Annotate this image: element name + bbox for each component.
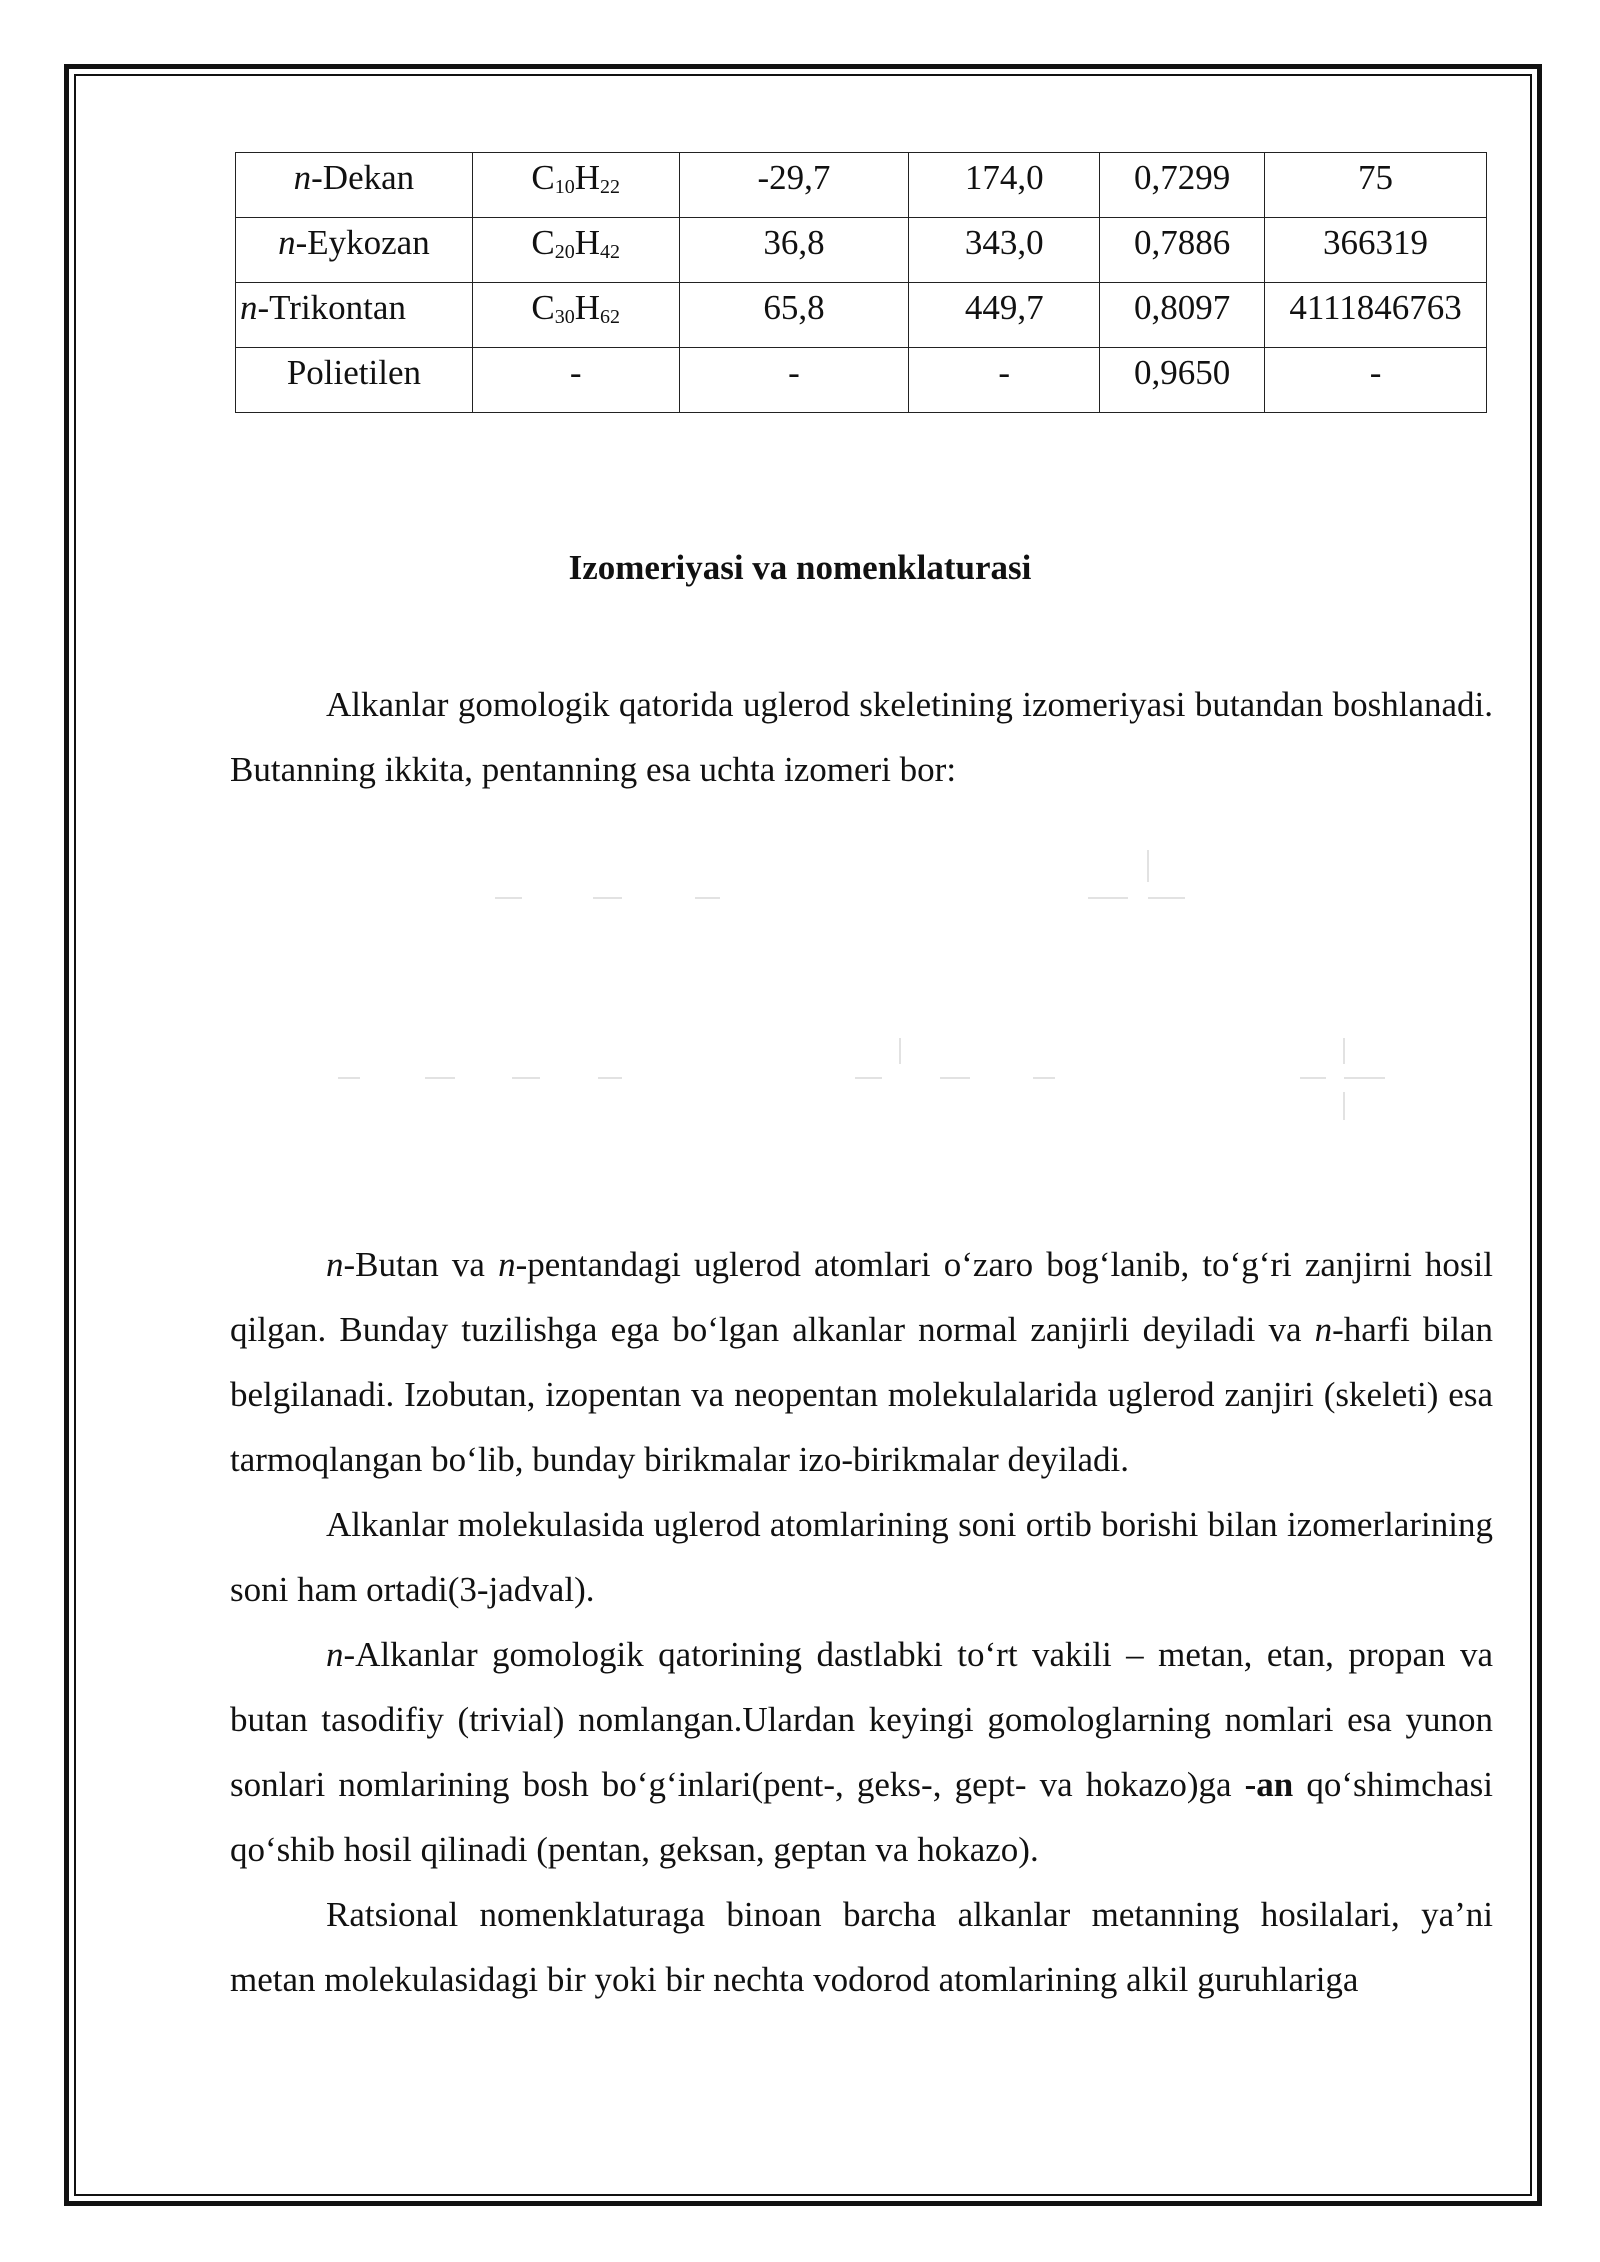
paragraph-naming: n-Alkanlar gomologik qatorining dastlabki to‘rt vakili – metan, etan, propan va butan tasodifiy (trivial) nomlangan.Ulardan keyingi gomologlarning nomlari esa yunon sonlari nomlarining bosh bo‘g‘inlari(pent-, geks-, gept- va hokazo)ga -an qo‘shimchasi qo‘shib hosil qilinadi (pentan, geksan, geptan va hokazo). (230, 1635, 1493, 1869)
density: 0,8097 (1100, 283, 1265, 348)
table-row (236, 218, 1487, 283)
melting-point: - (679, 348, 909, 413)
isomer-count: 366319 (1265, 218, 1487, 283)
density: 0,9650 (1100, 348, 1265, 413)
table-row (236, 348, 1487, 413)
isomer-count: - (1265, 348, 1487, 413)
table-row (236, 283, 1487, 348)
compound-name: n-Trikontan (236, 283, 473, 348)
isomer-count: 4111846763 (1265, 283, 1487, 348)
section-heading: Izomeriyasi va nomenklaturasi (568, 548, 1032, 587)
formula: $C_{20}H_{42}$ (472, 218, 679, 283)
density: 0,7886 (1100, 218, 1265, 283)
isomer-structures-figure (0, 820, 1600, 1140)
formula: - (472, 348, 679, 413)
table-row (236, 153, 1487, 218)
body-text (230, 1232, 1493, 2012)
compound-name: Polietilen (236, 348, 473, 413)
paragraph-isomer-count: Alkanlar molekulasida uglerod atomlarining soni ortib borishi bilan izomerlarining soni ham ortadi(3-jadval). (230, 1505, 1493, 1609)
compound-name: n-Dekan (236, 153, 473, 218)
paragraph-normal-chain: n-Butan va n-pentandagi uglerod atomlari o‘zaro bog‘lanib, to‘g‘ri zanjirni hosil qilgan. Bunday tuzilishga ega bo‘lgan alkanlar normal zanjirli deyiladi va n-harfi bilan belgilanadi. Izobutan, izopentan va neopentan molekulalarida uglerod zanjiri (skeleti) esa tarmoqlangan bo‘lib, bunday birikmalar izo-birikmalar deyiladi. (230, 1245, 1494, 1479)
boiling-point: 174,0 (909, 153, 1100, 218)
boiling-point: - (909, 348, 1100, 413)
boiling-point: 343,0 (909, 218, 1100, 283)
compound-name: n-Eykozan (236, 218, 473, 283)
melting-point: -29,7 (679, 153, 909, 218)
paragraph-rational-nomenclature: Ratsional nomenklaturaga binoan barcha alkanlar metanning hosilalari, ya’ni metan molekulasidagi bir yoki bir nechta vodorod atomlarining alkil guruhlariga (230, 1895, 1493, 1999)
boiling-point: 449,7 (909, 283, 1100, 348)
paragraph-intro: Alkanlar gomologik qatorida uglerod skeletining izomeriyasi butandan boshlanadi. Butanning ikkita, pentanning esa uchta izomeri bor: (230, 685, 1493, 789)
melting-point: 65,8 (679, 283, 909, 348)
formula: $C_{10}H_{22}$ (472, 153, 679, 218)
melting-point: 36,8 (679, 218, 909, 283)
density: 0,7299 (1100, 153, 1265, 218)
isomer-count: 75 (1265, 153, 1487, 218)
formula: $C_{30}H_{62}$ (472, 283, 679, 348)
alkane-properties-table (235, 152, 1487, 413)
